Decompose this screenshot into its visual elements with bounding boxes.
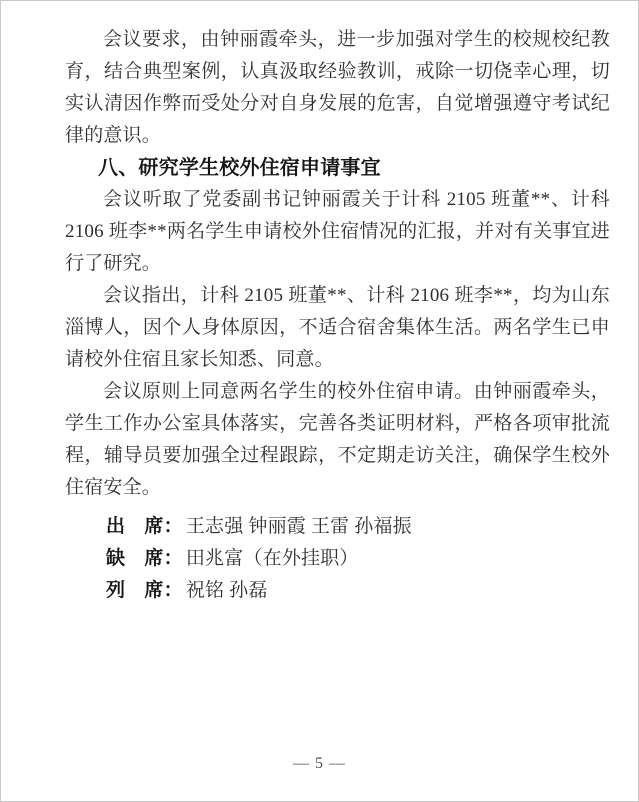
attendance-label-present: 出 席： — [106, 516, 183, 537]
attendance-label-observers: 列 席： — [106, 580, 183, 601]
section-paragraph: 会议指出，计科 2105 班董**、计科 2106 班李**，均为山东淄博人，因个人身体原因，不适合宿舍集体生活。两名学生已申请校外住宿且家长知悉、同意。 — [65, 285, 610, 370]
section-paragraph: 会议原则上同意两名学生的校外住宿申请。由钟丽霞牵头，学生工作办公室具体落实，完善各类证明材料，严格各项审批流程，辅导员要加强全过程跟踪，不定期走访关注，确保学生校外住宿安全。 — [65, 381, 610, 498]
section-paragraph: 会议听取了党委副书记钟丽霞关于计科 2105 班董**、计科 2106 班李**两名学生申请校外住宿情况的汇报，并对有关事宜进行了研究。 — [65, 189, 610, 274]
attendance-row-observers — [106, 575, 610, 607]
section-heading: 八、研究学生校外住宿申请事宜 — [98, 157, 381, 179]
attendance-label-absent: 缺 席： — [106, 548, 183, 569]
attendance-row-absent — [106, 543, 610, 575]
closing-paragraph: 会议要求，由钟丽霞牵头，进一步加强对学生的校规校纪教育，结合典型案例，认真汲取经验教训，戒除一切侥幸心理，切实认清因作弊而受处分对自身发展的危害，自觉增强遵守考试纪律的意识。 — [65, 29, 610, 146]
attendance-names-absent: 田兆富（在外挂职） — [185, 548, 359, 569]
attendance-names-observers: 祝铭 孙磊 — [185, 580, 268, 601]
attendance-row-present — [106, 511, 610, 543]
page-number: — 5 — — [293, 755, 346, 772]
document-content — [1, 1, 638, 607]
attendance-block — [65, 511, 610, 607]
attendance-names-present: 王志强 钟丽霞 王雷 孙福振 — [185, 516, 412, 537]
